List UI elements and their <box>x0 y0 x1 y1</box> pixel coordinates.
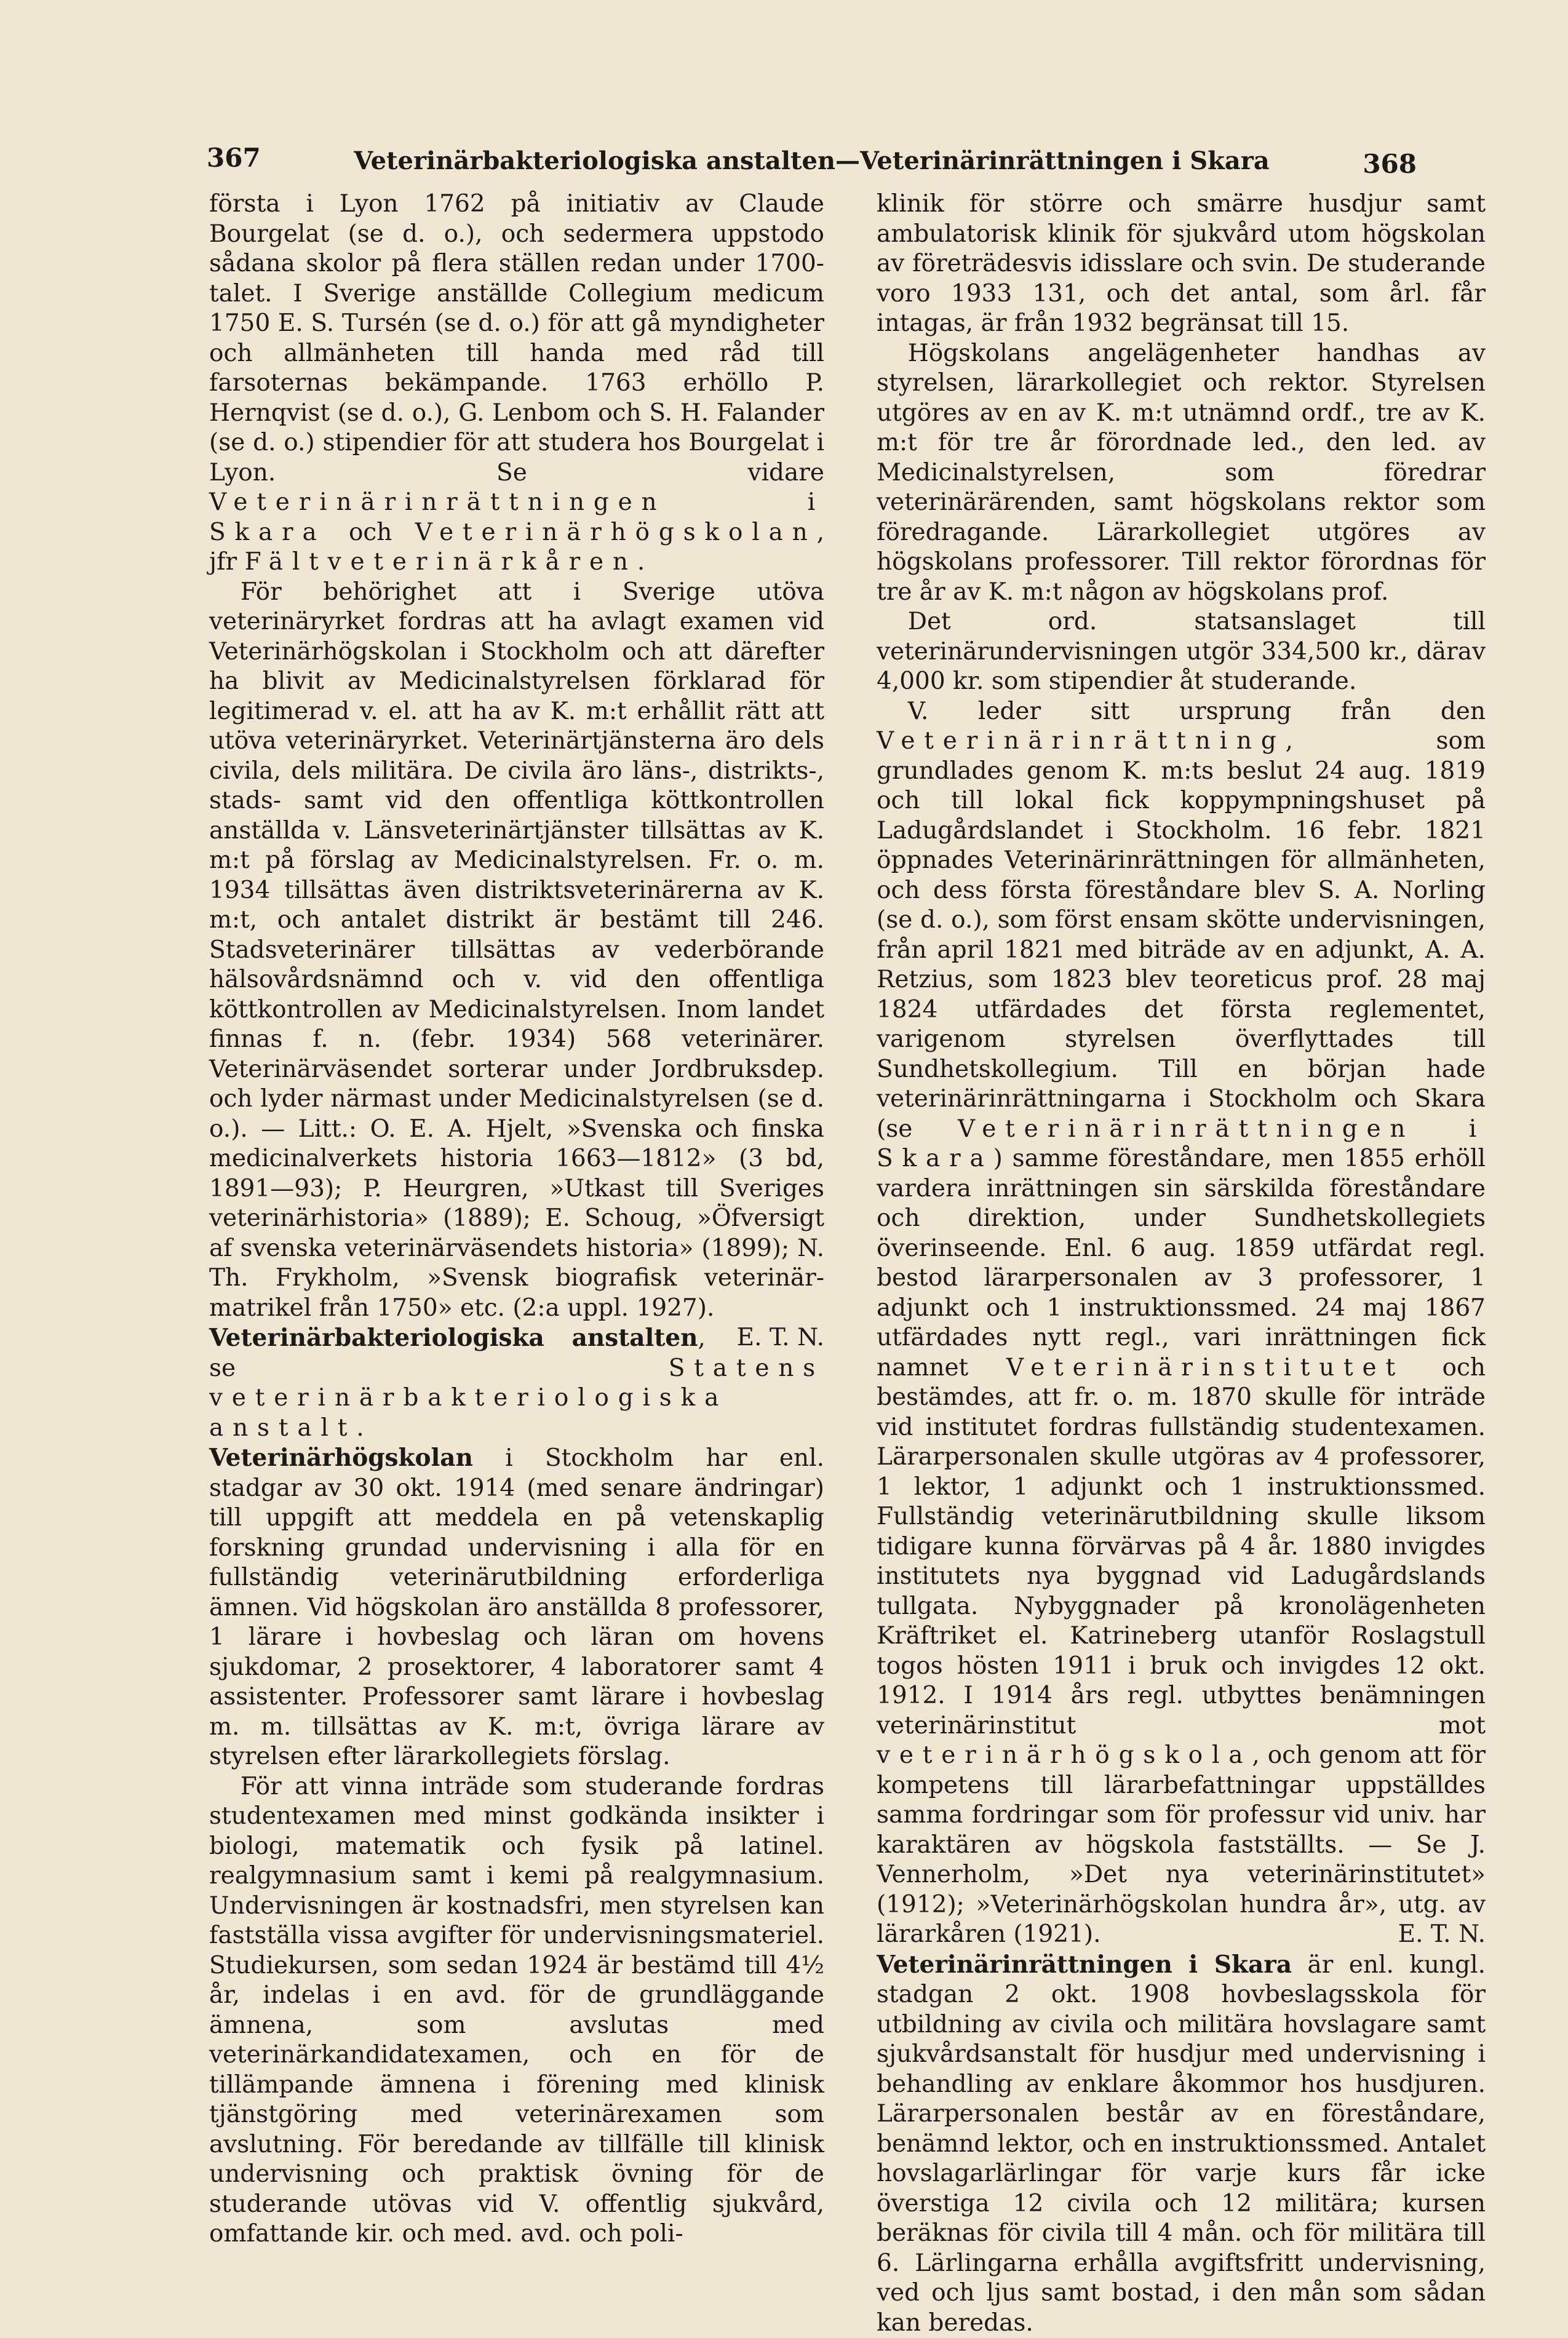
entry-article: Veterinärbakteriologiska anstalten, se Statens veterinärbakteriologiska anstalt. <box>209 1323 824 1443</box>
paragraph: klinik för större och smärre husdjur samt ambulatorisk klinik för sjukvård utom högskolan av företrädesvis idisslare och svin. De studerande voro 1933 131, och det antal, som årl. får intagas, är från 1932 begränsat till 15. <box>877 189 1486 339</box>
entry-heading: Veterinärinrättningen i Skara <box>877 1950 1292 1979</box>
entry-article: Veterinärinrättningen i Skara är enl. kungl. stadgan 2 okt. 1908 hovbeslagsskola för utbildning av civila och militära hovslagare samt sjukvårdsanstalt för husdjur med undervisning i behandling av enklare åkommor hos husdjuren. Lärarpersonalen består av en föreståndare, benämnd lektor, och en instruktionssmed. Antalet hovslagarlärlingar för varje kurs får icke överstiga 12 civila och 12 militära; kursen beräknas för civila till 4 mån. och för militära till 6. Lärlingarna erhålla avgiftsfritt undervisning, ved och ljus samt bostad, i den mån som sådan kan beredas. <box>877 1950 1486 2338</box>
left-column <box>209 189 824 2249</box>
cross-reference: Fältveterinärkåren <box>245 548 637 576</box>
paragraph: Högskolans angelägenheter handhas av styrelsen, lärarkollegiet och rektor. Styrelsen utgöres av en av K. m:t utnämnd ordf., tre av K. m:t för tre år förordnade led., den led. av Medicinalstyrelsen, som föredrar veterinärärenden, samt högskolans rektor som föredragande. Lärarkollegiet utgöres av högskolans professorer. Till rektor förordnas för tre år av K. m:t någon av högskolans prof. <box>877 339 1486 608</box>
paragraph: första i Lyon 1762 på initiativ av Claude Bourgelat (se d. o.), och sedermera uppstodo sådana skolor på flera ställen redan under 1700-talet. I Sverige anställde Collegium medicum 1750 E. S. Tursén (se d. o.) för att gå myndigheter och allmänheten till handa med råd till farsoternas bekämpande. 1763 erhöllo P. Hernqvist (se d. o.), G. Lenbom och S. H. Falander (se d. o.) stipendier för att studera hos Bourgelat i Lyon. Se vidare Veterinärinrättningen i Skara och Veterinärhögskolan, jfr Fältveterinärkåren. <box>209 189 824 578</box>
cross-reference: Veterinärinrättning <box>877 727 1286 755</box>
paragraph: För behörighet att i Sverige utöva veterinäryrket fordras att ha avlagt examen vid Veterinärhögskolan i Stockholm och att därefter ha blivit av Medicinalstyrelsen förklarad för legitimerad v. el. att ha av K. m:t erhållit rätt att utöva veterinäryrket. Veterinärtjänsterna äro dels civila, dels militära. De civila äro läns-, distrikts-, stads- samt vid den offentliga köttkontrollen anställda v. Länsveterinärtjänster tillsättas av K. m:t på förslag av Medicinalstyrelsen. Fr. o. m. 1934 tillsättas även distriktsveterinärerna av K. m:t, och antalet distrikt är bestämt till 246. Stadsveterinärer tillsättas av vederbörande hälsovårdsnämnd och v. vid den offentliga köttkontrollen av Medicinalstyrelsen. Inom landet finnas f. n. (febr. 1934) 568 veterinärer. Veterinärväsendet sorterar under Jordbruksdep. och lyder närmast under Medicinalstyrelsen (se d. o.). — Litt.: O. E. A. Hjelt, »Svenska och finska medicinalverkets historia 1663—1812» (3 bd, 1891—93); P. Heurgren, »Utkast till Sveriges veterinärhistoria» (1889); E. Schoug, »Öfversigt af svenska veterinärväsendets historia» (1899); N. Th. Frykholm, »Svensk biografisk veterinär-matrikel från 1750» etc. (2:a uppl. 1927). E. T. N. <box>209 578 824 1324</box>
author-signature: E. T. N. <box>1367 1920 1486 1950</box>
cross-reference: veterinärhögskola <box>877 1741 1252 1769</box>
page-header <box>207 143 1417 186</box>
running-title: Veterinärbakteriologiska anstalten—Veterinärinrättningen i Skara <box>207 146 1417 175</box>
paragraph: V. leder sitt ursprung från den Veterinärinrättning, som grundlades genom K. m:ts beslut 24 aug. 1819 och till lokal fick koppympningshuset på Ladugårdslandet i Stockholm. 16 febr. 1821 öppnades Veterinärinrättningen för allmänheten, och dess första föreståndare blev S. A. Norling (se d. o.), som först ensam skötte undervisningen, från april 1821 med biträde av en adjunkt, A. A. Retzius, som 1823 blev teoreticus prof. 28 maj 1824 utfärdades det första reglementet, varigenom styrelsen överflyttades till Sundhetskollegium. Till en början hade veterinärinrättningarna i Stockholm och Skara (se Veterinärinrättningen i Skara) samme föreståndare, men 1855 erhöll vardera inrättningen sin särskilda föreståndare och direktion, under Sundhetskollegiets överinseende. Enl. 6 aug. 1859 utfärdat regl. bestod lärarpersonalen av 3 professorer, 1 adjunkt och 1 instruktionssmed. 24 maj 1867 utfärdades nytt regl., vari inrättningen fick namnet Veterinärinstitutet och bestämdes, att fr. o. m. 1870 skulle för inträde vid institutet fordras fullständig studentexamen. Lärarpersonalen skulle utgöras av 4 professorer, 1 lektor, 1 adjunkt och 1 instruktionssmed. Fullständig veterinärutbildning skulle liksom tidigare kunna förvärvas på 4 år. 1880 invigdes institutets nya byggnad vid Ladugårdslands tullgata. Nybyggnader på kronolägenheten Kräftriket el. Katrineberg utanför Roslagstull togos hösten 1911 i bruk och invigdes 12 okt. 1912. I 1914 års regl. utbyttes benämningen veterinärinstitut mot veterinärhögskola, och genom att för kompetens till lärarbefattningar uppställdes samma fordringar som för professur vid univ. har karaktären av högskola fastställts. — Se J. Vennerholm, »Det nya veterinärinstitutet» (1912); »Veterinärhögskolan hundra år», utg. av lärarkåren (1921). E. T. N. <box>877 697 1486 1950</box>
entry-heading: Veterinärhögskolan <box>209 1444 473 1472</box>
entry-heading: Veterinärbakteriologiska anstalten <box>209 1324 698 1352</box>
cross-reference: Veterinärinrättningen i Skara <box>877 1115 1486 1173</box>
author-signature: E. T. N. <box>706 1323 824 1353</box>
cross-reference: Statens veterinärbakteriologiska anstalt <box>209 1354 824 1442</box>
page-number-right: 368 <box>1363 149 1417 179</box>
cross-reference: Veterinärhögskolan <box>415 519 817 546</box>
right-column <box>877 189 1486 2338</box>
paragraph: Det ord. statsanslaget till veterinärundervisningen utgör 334,500 kr., därav 4,000 kr. som stipendier åt studerande. <box>877 607 1486 697</box>
cross-reference: Veterinärinstitutet <box>1006 1354 1404 1382</box>
entry-article: Veterinärhögskolan i Stockholm har enl. stadgar av 30 okt. 1914 (med senare ändringar) till uppgift att meddela en på vetenskaplig forskning grundad undervisning i alla för en fullständig veterinärutbildning erforderliga ämnen. Vid högskolan äro anställda 8 professorer, 1 lärare i hovbeslag och läran om hovens sjukdomar, 2 prosektorer, 4 laboratorer samt 4 assistenter. Professorer samt lärare i hovbeslag m. m. tillsättas av K. m:t, övriga lärare av styrelsen efter lärarkollegiets förslag. <box>209 1443 824 1772</box>
cross-reference: Veterinärinrättningen i Skara <box>209 488 824 546</box>
page-number-left: 367 <box>207 143 261 173</box>
paragraph: För att vinna inträde som studerande fordras studentexamen med minst godkända insikter i biologi, matematik och fysik på latinel. realgymnasium samt i kemi på realgymnasium. Undervisningen är kostnadsfri, men styrelsen kan fastställa vissa avgifter för undervisningsmateriel. Studiekursen, som sedan 1924 är bestämd till 4½ år, indelas i en avd. för de grundläggande ämnena, som avslutas med veterinärkandidatexamen, och en för de tillämpande ämnena i förening med klinisk tjänstgöring med veterinärexamen som avslutning. För beredande av tillfälle till klinisk undervisning och praktisk övning för de studerande utövas vid V. offentlig sjukvård, omfattande kir. och med. avd. och poli- <box>209 1772 824 2249</box>
